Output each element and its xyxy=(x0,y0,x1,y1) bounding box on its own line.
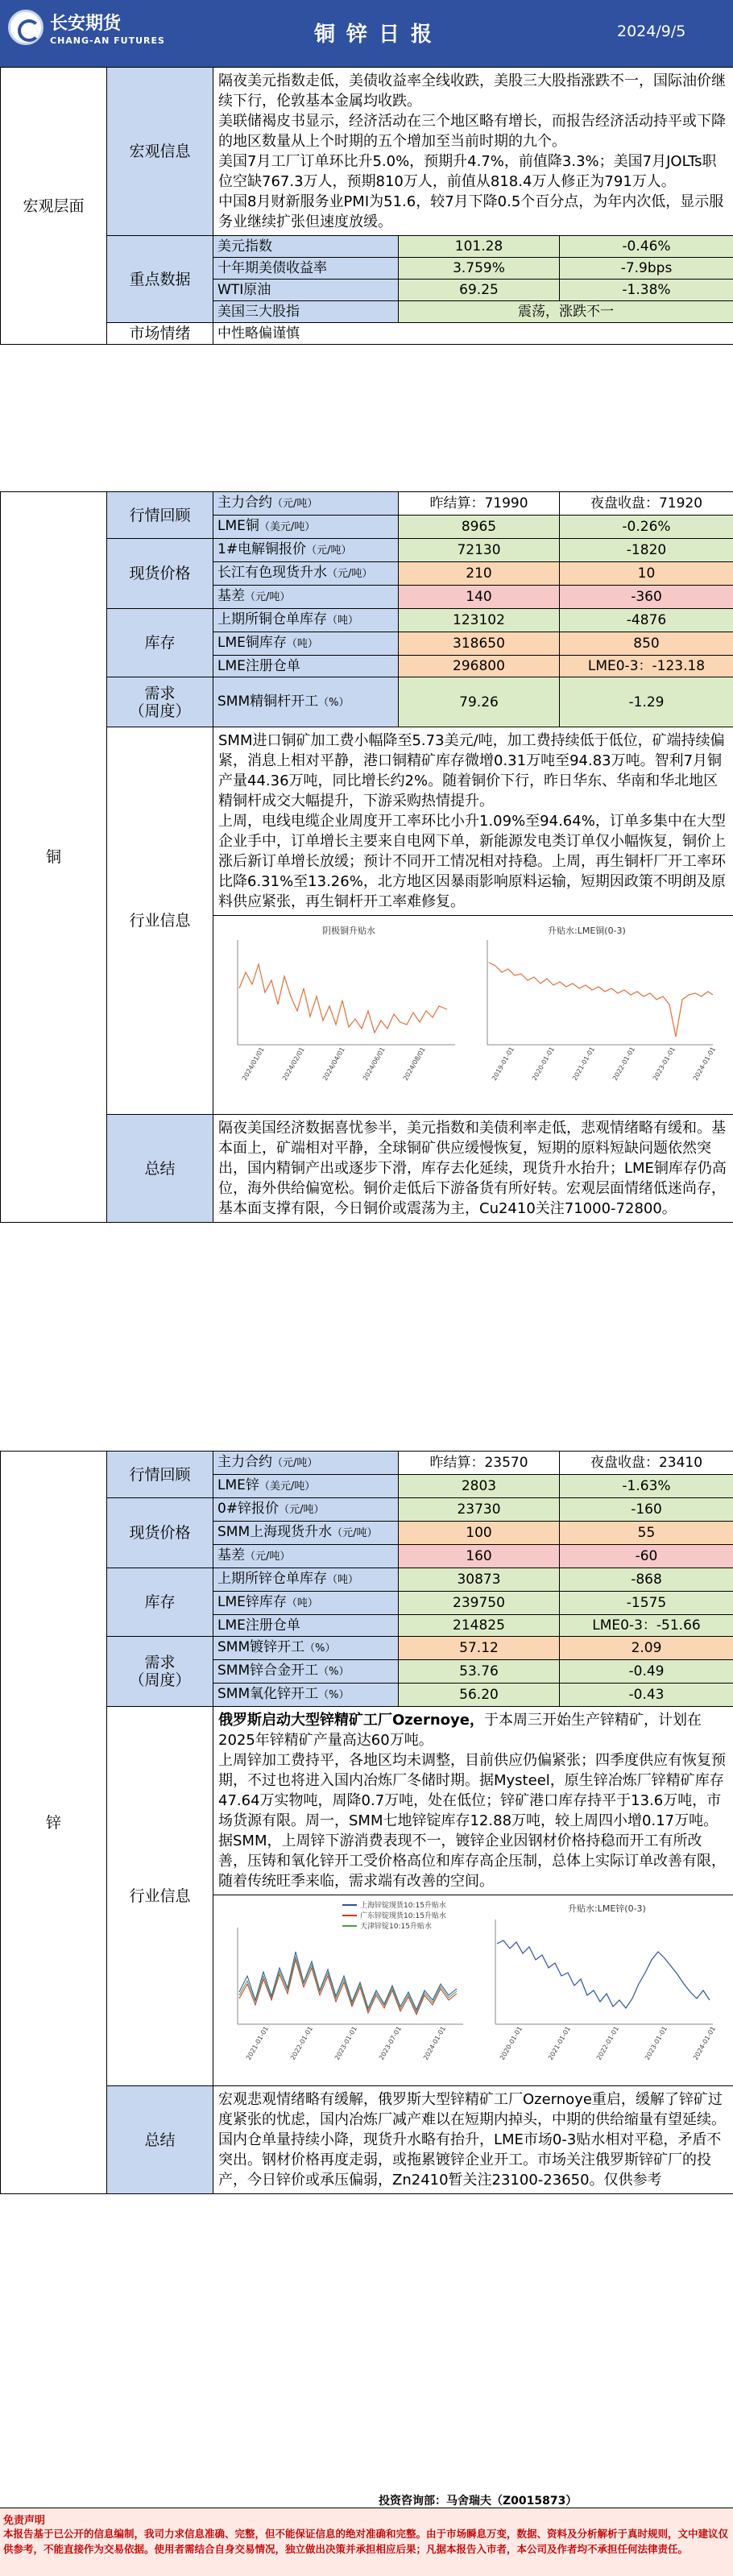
zinc-spot-change: 55 xyxy=(560,1522,733,1545)
svg-text:2023-01-01: 2023-01-01 xyxy=(651,1046,677,1082)
legend-label: 广东锌锭现货10:15升贴水 xyxy=(360,1912,446,1920)
copper-main-contract xyxy=(213,492,399,516)
zinc-inv-change: LME0-3：-51.66 xyxy=(560,1615,733,1637)
disclaimer-text: 本报告基于已公开的信息编制，我司力求信息准确、完整，但不能保证信息的绝对准确和完整。由于市场瞬息万变，数据、资料及分析解析于真时规则，文中建议仅供参考，不能直接作为交易依据。使用者需结合自身交易情况，独立做出决策并承担相应后果；凡据本报告入市者，本公司及作者均不承担任何法律责任。 xyxy=(3,2528,729,2555)
zinc-spot-change: -60 xyxy=(560,1545,733,1568)
svg-text:2024/02/01: 2024/02/01 xyxy=(280,1046,306,1082)
zinc-industry-label: 行业信息 xyxy=(107,1707,213,2086)
copper-spot-value: 210 xyxy=(399,562,560,586)
unit: （%） xyxy=(318,696,350,709)
copper-spot-change: -360 xyxy=(560,586,733,609)
unit: （元/吨） xyxy=(279,1504,325,1516)
svg-text:2024/06/01: 2024/06/01 xyxy=(361,1046,387,1082)
macro-info-label: 宏观信息 xyxy=(107,68,213,236)
market-mood-value: 中性略偏谨慎 xyxy=(213,323,733,345)
zinc-chart2-axis xyxy=(495,1920,713,2024)
copper-industry-label: 行业信息 xyxy=(107,727,213,1115)
copper-chart2-xlabels xyxy=(491,1046,717,1082)
zinc-industry-p1 xyxy=(218,1710,728,1750)
label: SMM氧化锌开工 xyxy=(217,1686,319,1702)
zinc-industry-p2: 上周锌加工费持平，各地区均未调整，目前供应仍偏紧张；四季度供应有恢复预期，不过也将进入国内冶炼厂冬储时期。据Mysteel，原生锌冶炼厂锌精矿库存47.64万实物吨，周降0.7万吨，处在低位；锌矿港口库存持平于13.6万吨，市场货源有限。周一，SMM七地锌锭库存12.88万吨，较上周四小增0.17万吨。据SMM，上周锌下游消费表现不一，镀锌企业因钢材价格持稳而开工有所改善，压铸和氧化锌开工受价格高位和库存高企压制，总体上实际订单改善有限，随着传统旺季来临，需求端有改善的空间。 xyxy=(218,1752,726,1890)
svg-text:2024-01-01: 2024-01-01 xyxy=(421,2025,447,2061)
zinc-main-contract xyxy=(213,1452,399,1475)
zinc-spot-name xyxy=(213,1545,399,1568)
unit: （元/吨） xyxy=(272,498,318,510)
unit: （元/吨） xyxy=(332,1527,378,1539)
svg-text:2023-01-01: 2023-01-01 xyxy=(643,2025,669,2061)
copper-inv-name xyxy=(213,609,399,632)
copper-night-close: 夜盘收盘：71920 xyxy=(560,492,733,516)
zinc-demand-value: 57.12 xyxy=(399,1637,560,1660)
disclaimer-title: 免责声明 xyxy=(3,2515,46,2527)
copper-inv-name xyxy=(213,632,399,656)
report-footer xyxy=(0,2495,733,2576)
zinc-demand-value: 53.76 xyxy=(399,1660,560,1684)
zinc-review-label: 行情回顾 xyxy=(107,1452,213,1498)
copper-chart1-title: 阴极铜升贴水 xyxy=(322,926,375,936)
key-row-name: 美国三大股指 xyxy=(213,301,399,323)
zinc-spot-label: 现货价格 xyxy=(107,1498,213,1568)
zinc-table xyxy=(0,1451,733,2194)
report-date: 2024/9/5 xyxy=(617,23,686,40)
copper-inv-value: 318650 xyxy=(399,632,560,656)
zinc-demand-change: -0.43 xyxy=(560,1684,733,1707)
copper-prev-settle: 昨结算：71990 xyxy=(399,492,560,516)
macro-section-label: 宏观层面 xyxy=(1,68,107,345)
svg-text:2023-01-01: 2023-01-01 xyxy=(333,2025,358,2061)
svg-text:2022-01-01: 2022-01-01 xyxy=(594,2025,620,2061)
zinc-chart2-title: 升贴水:LME锌(0-3) xyxy=(568,1903,646,1914)
key-row-change: -1.38% xyxy=(560,280,733,301)
label: SMM上海现货升水 xyxy=(217,1524,333,1540)
copper-chart2-line xyxy=(489,963,713,1037)
zinc-inventory-label: 库存 xyxy=(107,1568,213,1637)
label: 主力合约 xyxy=(217,495,272,511)
copper-charts-svg xyxy=(213,916,726,1109)
zinc-spot-name xyxy=(213,1522,399,1545)
copper-spot-name xyxy=(213,586,399,609)
label-sub: （周度） xyxy=(129,1671,191,1689)
copper-demand-change: -1.29 xyxy=(560,677,733,727)
copper-spot-change: -1820 xyxy=(560,539,733,562)
copper-inv-value: 296800 xyxy=(399,656,560,677)
key-row-change: -0.46% xyxy=(560,236,733,258)
label: 0#锌报价 xyxy=(217,1501,280,1517)
key-data-label: 重点数据 xyxy=(107,236,213,323)
zinc-demand-value: 56.20 xyxy=(399,1684,560,1707)
copper-industry-p1: SMM进口铜矿加工费小幅降至5.73美元/吨，加工费持续低于低位，矿端持续偏紧，消息上相对平静，港口铜精矿库存微增0.31万吨至94.83万吨。智利7月铜产量44.36万吨，同比增长约2%。随着铜价下行，昨日华东、华南和华北地区精铜杆成交大幅提升，下游采购热情提升。 xyxy=(218,732,725,810)
unit: （吨） xyxy=(286,638,318,650)
zinc-demand-change: -0.49 xyxy=(560,1660,733,1684)
zinc-inv-name xyxy=(213,1592,399,1615)
label: LME锌库存 xyxy=(217,1594,287,1610)
zinc-lme-change: -1.63% xyxy=(560,1475,733,1498)
svg-text:2024/01/01: 2024/01/01 xyxy=(240,1046,266,1082)
unit: （元/吨） xyxy=(327,568,373,580)
copper-review-label: 行情回顾 xyxy=(107,492,213,539)
zinc-industry-p1-text: 于本周三开始生产锌精矿，计划在2025年锌精矿产量高达60万吨。 xyxy=(218,1712,702,1749)
copper-spot-value: 72130 xyxy=(399,539,560,562)
copper-industry-p2: 上周，电线电缆企业周度开工率环比小升1.09%至94.64%，订单多集中在大型企业手中，订单增长主要来自电网下单，新能源发电类订单仅小幅恢复，铜价上涨后新订单增长放缓；预计不同开工情况相对持稳。上周，再生铜杆厂开工率环比降6.31%至13.26%，北方地区因暴雨影响原料运输，短期因政策不明朗及原料供应紧张，再生铜杆开工率难修复。 xyxy=(218,813,726,910)
label: SMM镀锌开工 xyxy=(217,1639,305,1655)
label: LME铜 xyxy=(217,518,259,534)
zinc-chart1-xlabels xyxy=(245,2025,447,2061)
zinc-demand-name xyxy=(213,1637,399,1660)
zinc-prev-settle: 昨结算：23570 xyxy=(399,1452,560,1475)
unit: （元/吨） xyxy=(245,1551,291,1563)
unit: （元/吨） xyxy=(272,1457,318,1469)
svg-text:2022-01-01: 2022-01-01 xyxy=(611,1046,636,1082)
zinc-chart1-line-guangdong xyxy=(239,1960,457,2015)
zinc-inv-change: -1575 xyxy=(560,1592,733,1615)
label: 上期所锌仓单库存 xyxy=(217,1571,327,1587)
zinc-inv-change: -868 xyxy=(560,1568,733,1592)
zinc-inv-name: LME注册仓单 xyxy=(213,1615,399,1637)
unit: （%） xyxy=(318,1689,350,1701)
zinc-night-close: 夜盘收盘：23410 xyxy=(560,1452,733,1475)
unit: （元/吨） xyxy=(306,545,352,557)
copper-summary-text: 隔夜美国经济数据喜忧参半，美元指数和美债利率走低，悲观情绪略有缓和。基本面上，矿端相对平静，全球铜矿供应缓慢恢复，短期的原料短缺问题依然突出，国内精铜产出或逐步下滑，库存去化延续，现货升水抬升；LME铜库存仍高位，海外供给偏宽松。铜价走低后下游备货有所好转。宏观层面情绪低迷尚存，基本面支撑有限，今日铜价或震荡为主，Cu2410关注71000-72800。 xyxy=(213,1115,733,1223)
report-header xyxy=(0,0,733,67)
copper-inv-change: 850 xyxy=(560,632,733,656)
key-row-value: 69.25 xyxy=(399,280,560,301)
investment-consultant: 投资咨询部：马舍瑞夫（Z0015873） xyxy=(379,2495,578,2508)
macro-info-p3: 美国7月工厂订单环比升5.0%，预期升4.7%，前值降3.3%；美国7月JOLTs职位空缺767.3万人，预期810万人，前值从818.4万人修正为791万人。 xyxy=(218,153,717,190)
zinc-inv-value: 214825 xyxy=(399,1615,560,1637)
zinc-spot-name xyxy=(213,1498,399,1522)
copper-inventory-label: 库存 xyxy=(107,609,213,677)
zinc-summary-text: 宏观悲观情绪略有缓解，俄罗斯大型锌精矿工厂Ozernoye重启，缓解了锌矿过度紧张的忧虑，国内冶炼厂减产难以在短期内掉头，中期的供给缩量有望延续。国内仓单量持续小降，现货升水略有抬升，LME市场0-3贴水相对平稳，矛盾不突出。钢材价格再度走弱，或拖累镀锌企业开工。市场关注俄罗斯锌矿厂的投产，今日锌价或承压偏弱，Zn2410暂关注23100-23650。仅供参考 xyxy=(213,2086,733,2194)
zinc-demand-change: 2.09 xyxy=(560,1637,733,1660)
svg-text:2021-01-01: 2021-01-01 xyxy=(244,2025,270,2061)
copper-table xyxy=(0,491,733,1223)
label: 1#电解铜报价 xyxy=(217,541,307,557)
zinc-demand-name xyxy=(213,1660,399,1684)
company-name-en: CHANG-AN FUTURES xyxy=(50,35,165,46)
zinc-demand-label xyxy=(107,1637,213,1707)
svg-text:2019-01-01: 2019-01-01 xyxy=(490,1046,516,1082)
copper-inv-change: LME0-3：-123.18 xyxy=(560,656,733,677)
zinc-chart2-xlabels xyxy=(499,2025,717,2061)
macro-info-p2: 美联储褐皮书显示，经济活动在三个地区略有增长，而报告经济活动持平或下降的地区数量从上个时期的五个增加至当前时期的九个。 xyxy=(218,113,726,150)
label: 上期所铜仓单库存 xyxy=(217,611,327,627)
zinc-chart1-line-shanghai xyxy=(239,1952,457,2010)
zinc-industry-headline: 俄罗斯启动大型锌精矿工厂Ozernoye， xyxy=(218,1712,484,1729)
label: LME锌 xyxy=(217,1477,259,1493)
copper-demand-name xyxy=(213,677,399,727)
svg-text:2021-01-01: 2021-01-01 xyxy=(546,2025,572,2061)
zinc-lme-value: 2803 xyxy=(399,1475,560,1498)
zinc-spot-change: -160 xyxy=(560,1498,733,1522)
zinc-lme-name xyxy=(213,1475,399,1498)
key-row-value: 3.759% xyxy=(399,258,560,280)
copper-chart2-title: 升贴水:LME铜(0-3) xyxy=(548,926,626,936)
zinc-inv-value: 239750 xyxy=(399,1592,560,1615)
label: 基差 xyxy=(217,1547,245,1563)
macro-info-p4: 中国8月财新服务业PMI为51.6，较7月下降0.5个百分点，为年内次低，显示服务业继续扩张但速度放缓。 xyxy=(218,193,724,230)
unit: （吨） xyxy=(327,615,359,627)
company-logo-icon xyxy=(8,10,43,45)
unit: （吨） xyxy=(286,1597,318,1609)
copper-inv-name: LME注册仓单 xyxy=(213,656,399,677)
label: SMM精铜杆开工 xyxy=(217,693,319,710)
svg-text:2020-01-01: 2020-01-01 xyxy=(498,2025,524,2061)
copper-spot-label: 现货价格 xyxy=(107,539,213,609)
copper-lme-change: -0.26% xyxy=(560,516,733,539)
key-row-name: WTI原油 xyxy=(213,280,399,301)
label-sub: （周度） xyxy=(129,702,191,720)
copper-lme-value: 8965 xyxy=(399,516,560,539)
label: 基差 xyxy=(217,588,245,604)
key-row-change: -7.9bps xyxy=(560,258,733,280)
market-mood-label: 市场情绪 xyxy=(107,323,213,345)
label: 需求 xyxy=(144,684,176,702)
zinc-chart1-line-tianjin xyxy=(239,1957,457,2012)
svg-text:2020-01-01: 2020-01-01 xyxy=(530,1046,556,1082)
copper-industry-text xyxy=(213,727,733,916)
zinc-industry-text xyxy=(213,1707,733,1895)
report-title: 铜锌日报 xyxy=(314,23,444,47)
copper-summary-label: 总结 xyxy=(107,1115,213,1223)
zinc-section-label: 锌 xyxy=(1,1452,107,2194)
label: 需求 xyxy=(144,1654,176,1671)
svg-text:2024/08/01: 2024/08/01 xyxy=(401,1046,427,1082)
key-row-name: 美元指数 xyxy=(213,236,399,258)
svg-text:2023-07-01: 2023-07-01 xyxy=(377,2025,403,2061)
label: 长江有色现货升水 xyxy=(217,565,327,581)
copper-inv-change: -4876 xyxy=(560,609,733,632)
macro-table xyxy=(0,67,733,345)
unit: （%） xyxy=(304,1642,336,1655)
unit: （美元/吨） xyxy=(259,1481,316,1493)
key-row-value: 震荡，涨跌不一 xyxy=(399,301,733,323)
copper-charts xyxy=(213,916,733,1115)
macro-info-text xyxy=(213,68,733,236)
zinc-inv-name xyxy=(213,1568,399,1592)
zinc-chart1-axis xyxy=(238,1928,463,2024)
unit: （元/吨） xyxy=(245,591,291,603)
svg-text:2024/04/01: 2024/04/01 xyxy=(321,1046,346,1082)
copper-inv-value: 123102 xyxy=(399,609,560,632)
legend-label: 天津锌锭10:15升贴水 xyxy=(360,1923,432,1931)
zinc-spot-value: 160 xyxy=(399,1545,560,1568)
key-row-value: 101.28 xyxy=(399,236,560,258)
label: LME铜库存 xyxy=(217,635,287,651)
zinc-chart2-line xyxy=(497,1940,710,2008)
svg-text:2024-01-01: 2024-01-01 xyxy=(691,1046,717,1082)
label: SMM锌合金开工 xyxy=(217,1663,319,1679)
copper-spot-change: 10 xyxy=(560,562,733,586)
zinc-demand-name xyxy=(213,1684,399,1707)
company-name-cn: 长安期货 xyxy=(50,14,122,34)
svg-text:2021-01-01: 2021-01-01 xyxy=(570,1046,596,1082)
svg-text:2024-01-01: 2024-01-01 xyxy=(691,2025,717,2061)
zinc-summary-label: 总结 xyxy=(107,2086,213,2194)
copper-demand-label xyxy=(107,677,213,727)
zinc-spot-value: 23730 xyxy=(399,1498,560,1522)
copper-chart2-axis xyxy=(487,940,713,1045)
zinc-charts-svg xyxy=(213,1895,726,2081)
key-row-name: 十年期美债收益率 xyxy=(213,258,399,280)
zinc-chart1-legend xyxy=(342,1900,446,1931)
copper-spot-value: 140 xyxy=(399,586,560,609)
copper-spot-name xyxy=(213,539,399,562)
unit: （美元/吨） xyxy=(259,521,316,533)
svg-text:2022-01-01: 2022-01-01 xyxy=(288,2025,314,2061)
label: 主力合约 xyxy=(217,1454,272,1470)
zinc-charts xyxy=(213,1895,733,2086)
copper-section-label: 铜 xyxy=(1,492,107,1223)
macro-info-p1: 隔夜美元指数走低，美债收益率全线收跌，美股三大股指涨跌不一，国际油价继续下行，伦敦基本金属均收跌。 xyxy=(218,72,726,110)
legend-label: 上海锌锭现货10:15升贴水 xyxy=(360,1902,446,1910)
zinc-inv-value: 30873 xyxy=(399,1568,560,1592)
copper-chart1-line xyxy=(239,964,447,1033)
zinc-spot-value: 100 xyxy=(399,1522,560,1545)
copper-demand-value: 79.26 xyxy=(399,677,560,727)
unit: （%） xyxy=(318,1666,350,1678)
unit: （吨） xyxy=(327,1574,359,1586)
copper-chart1-xlabels xyxy=(241,1046,427,1082)
copper-spot-name xyxy=(213,562,399,586)
copper-chart1-axis xyxy=(238,940,455,1045)
copper-lme-name xyxy=(213,516,399,539)
